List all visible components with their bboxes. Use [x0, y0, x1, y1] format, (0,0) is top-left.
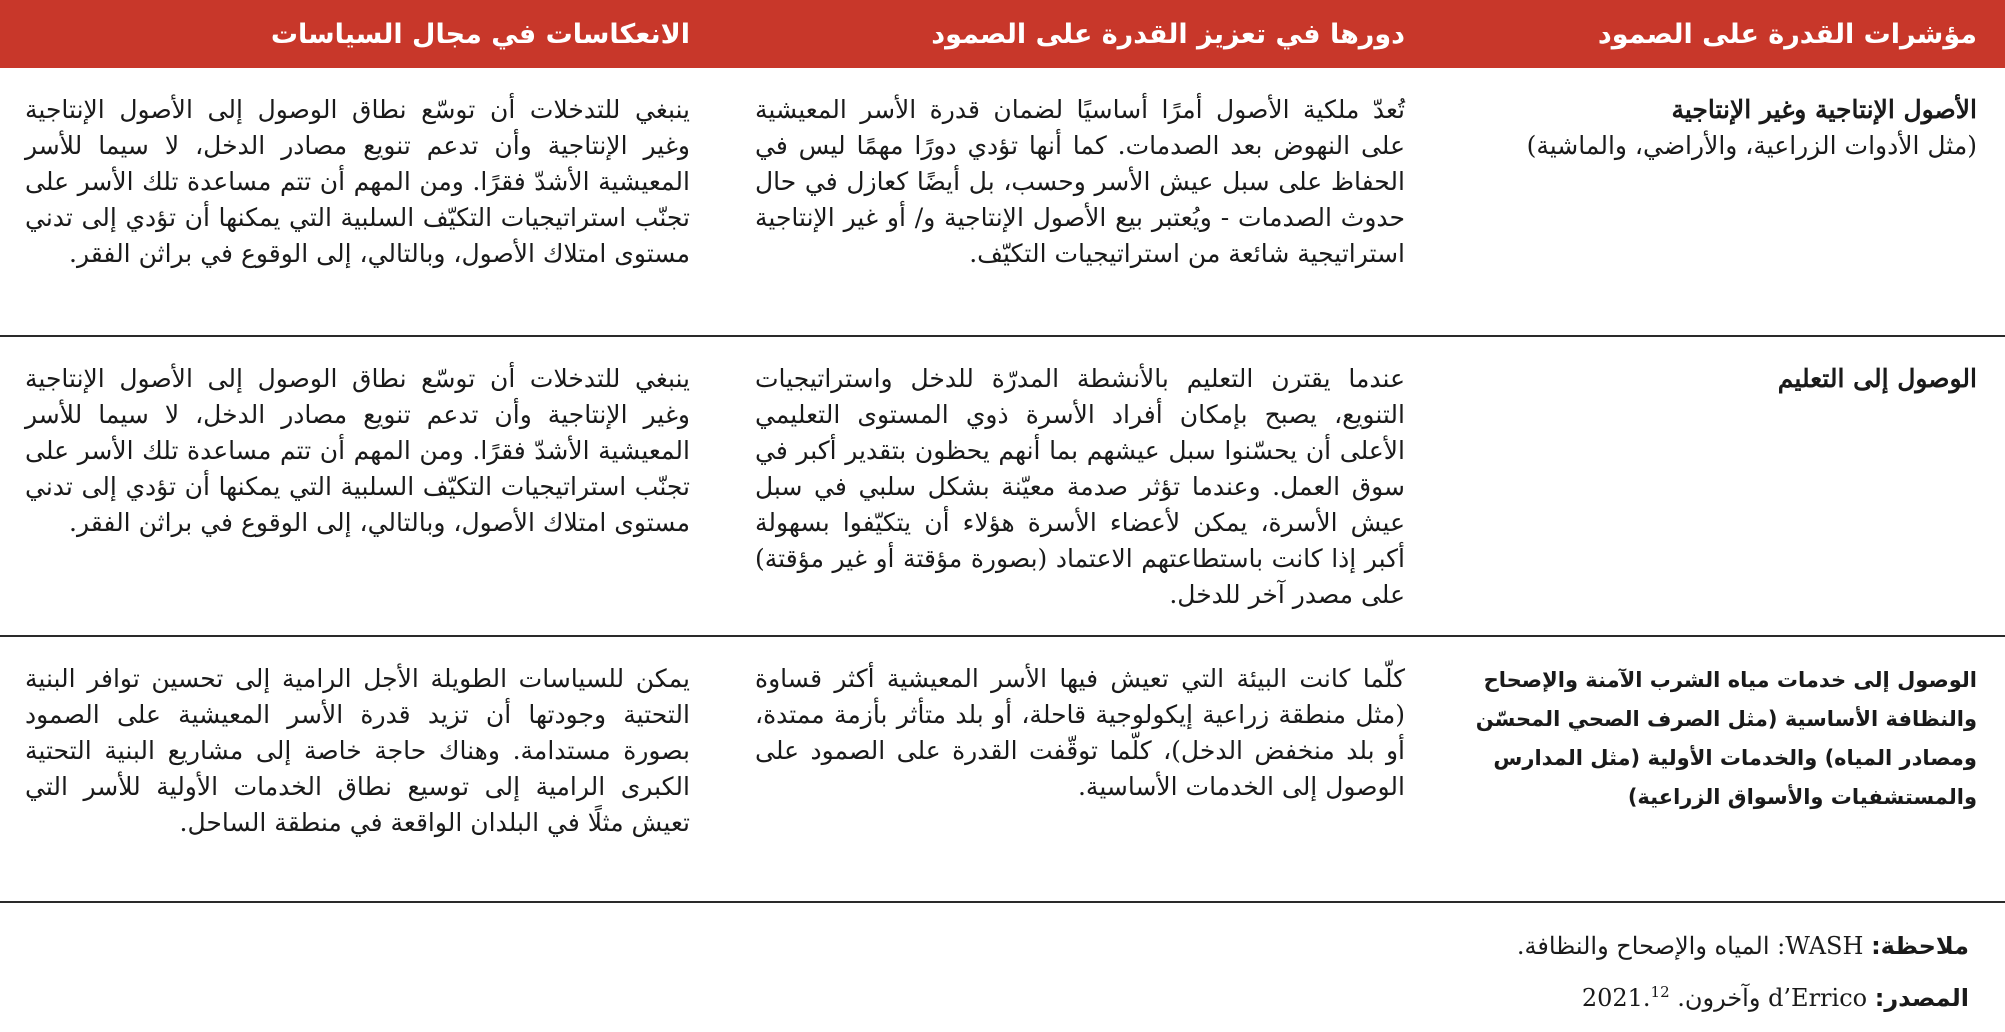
header-role: دورها في تعزيز القدرة على الصمود	[931, 18, 1405, 50]
indicator-title: الوصول إلى خدمات مياه الشرب الآمنة والإصحاح والنظافة الأساسية (مثل الصرف الصحي المحسّن ومصادر المياه) والخدمات الأولية (مثل المدارس والمستشفيات والأسواق الزراعية)	[1475, 668, 1977, 809]
indicator-title: الأصول الإنتاجية وغير الإنتاجية	[1671, 95, 1977, 124]
role-cell: عندما يقترن التعليم بالأنشطة المدرّة للدخل واستراتيجيات التنويع، يصبح بإمكان أفراد الأسرة ذوي المستوى التعليمي الأعلى أن يحسّنوا سبل عيشهم بما أنهم يحظون بتقدير أكبر في سوق العمل. وعندما تؤثر صدمة معيّنة بشكل سلبي في سبل عيش الأسرة، يمكن لأعضاء الأسرة هؤلاء أن يتكيّفوا بسهولة أكبر إذا كانت باستطاعتهم الاعتماد (بصورة مؤقتة أو غير مؤقتة) على مصدر آخر للدخل.	[755, 364, 1405, 609]
source-reference: 12	[1650, 983, 1670, 1001]
policy-cell: ينبغي للتدخلات أن توسّع نطاق الوصول إلى الأصول الإنتاجية وغير الإنتاجية وأن تدعم تنويع مصادر الدخل، لا سيما للأسر المعيشية الأشدّ فقرًا. ومن المهم أن تتم مساعدة تلك الأسر على تجنّب استراتيجيات التكيّف السلبية التي يمكنها أن تؤدي إلى تدني مستوى امتلاك الأصول، وبالتالي، إلى الوقوع في براثن الفقر.	[25, 95, 690, 268]
role-cell: تُعدّ ملكية الأصول أمرًا أساسيًا لضمان قدرة الأسر المعيشية على النهوض بعد الصدمات. كما أنها تؤدي دورًا مهمًا ليس في الحفاظ على سبل عيش الأسر وحسب، بل أيضًا كعازل في حال حدوث الصدمات - ويُعتبر بيع الأصول الإنتاجية و/ أو غير الإنتاجية استراتيجية شائعة من استراتيجيات التكيّف.	[755, 95, 1405, 268]
header-policy: الانعكاسات في مجال السياسات	[270, 18, 690, 50]
indicator-title: الوصول إلى التعليم	[1777, 364, 1977, 393]
role-cell: كلّما كانت البيئة التي تعيش فيها الأسر المعيشية أكثر قساوة (مثل منطقة زراعية إيكولوجية قاحلة، أو بلد متأثر بأزمة ممتدة، أو بلد منخفض الدخل)، كلّما توقّفت القدرة على الصمود على الوصول إلى الخدمات الأساسية.	[755, 664, 1405, 801]
table-header-row	[0, 0, 2005, 68]
table-notes	[69, 928, 1969, 1032]
policy-cell: ينبغي للتدخلات أن توسّع نطاق الوصول إلى الأصول الإنتاجية وغير الإنتاجية وأن تدعم تنويع مصادر الدخل، لا سيما للأسر المعيشية الأشدّ فقرًا. ومن المهم أن تتم مساعدة تلك الأسر على تجنّب استراتيجيات التكيّف السلبية التي يمكنها أن تؤدي إلى تدني مستوى امتلاك الأصول، وبالتالي، إلى الوقوع في براثن الفقر.	[25, 364, 690, 537]
policy-cell: يمكن للسياسات الطويلة الأجل الرامية إلى تحسين توافر البنية التحتية وجودتها أن تزيد قدرة الأسر المعيشية على الصمود بصورة مستدامة. وهناك حاجة خاصة إلى مشاريع البنية التحتية الكبرى الرامية إلى توسيع نطاق الخدمات الأولية للأسر التي تعيش مثلًا في البلدان الواقعة في منطقة الساحل.	[25, 664, 690, 837]
indicator-cell	[1445, 68, 2005, 336]
source-label: المصدر:	[1874, 984, 1969, 1012]
source-text: d’Errico وآخرون. 2021.	[1581, 984, 1868, 1012]
note-label: ملاحظة:	[1871, 932, 1969, 960]
table-row	[0, 68, 2005, 336]
note-text: WASH: المياه والإصحاح والنظافة.	[1516, 932, 1864, 960]
indicator-cell	[1445, 636, 2005, 902]
note-line	[69, 928, 1969, 964]
table-row	[0, 336, 2005, 636]
header-indicators: مؤشرات القدرة على الصمود	[1597, 18, 1977, 50]
source-line	[69, 980, 1969, 1016]
table-row	[0, 636, 2005, 902]
indicator-subtitle: (مثل الأدوات الزراعية، والأراضي، والماشية)	[1526, 131, 1977, 160]
indicator-cell	[1445, 336, 2005, 636]
